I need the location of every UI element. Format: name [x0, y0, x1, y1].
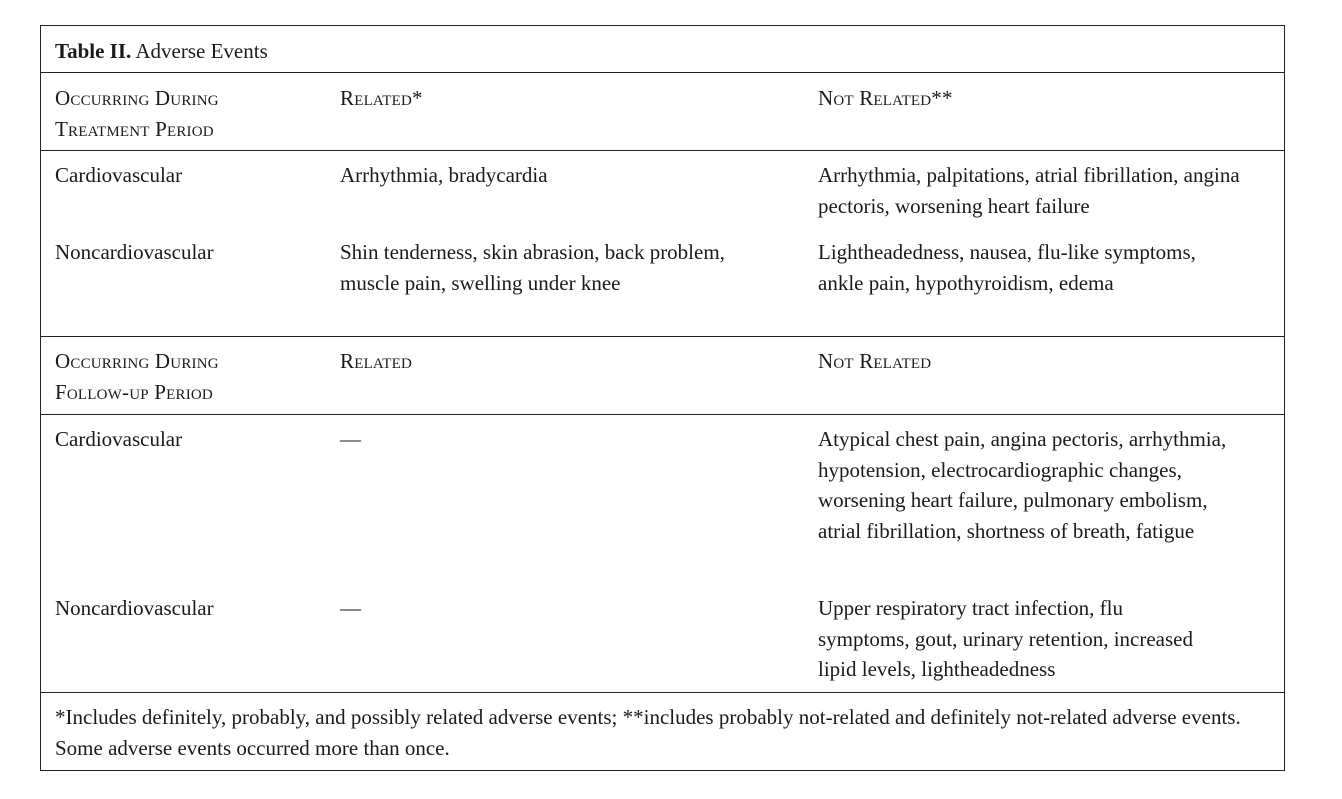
- table-title-label: Table II.: [55, 39, 132, 63]
- divider: [41, 150, 1284, 151]
- divider: [41, 72, 1284, 73]
- row-related: Arrhythmia, bradycardia: [340, 163, 548, 187]
- row-related: Shin tenderness, skin abrasion, back problem, muscle pain, swelling under knee: [340, 240, 725, 295]
- table-title: [55, 39, 268, 63]
- divider: [41, 692, 1284, 693]
- section-header-col1: [55, 83, 325, 144]
- row-not-related: Lightheadedness, nausea, flu-like symptoms, ankle pain, hypothyroidism, edema: [818, 240, 1196, 295]
- section-header-related: Related: [340, 349, 413, 373]
- adverse-events-table: [40, 25, 1285, 771]
- table-title-text: Adverse Events: [131, 39, 268, 63]
- table-footnote: *Includes definitely, probably, and possibly related adverse events; **includes probably not-related and definitely not-related adverse events. Some adverse events occurred more than once.: [55, 705, 1241, 760]
- row-not-related: Arrhythmia, palpitations, atrial fibrillation, angina pectoris, worsening heart failure: [818, 163, 1240, 218]
- section-header-line2: Treatment Period: [55, 116, 214, 141]
- row-related: —: [340, 596, 361, 620]
- row-related: —: [340, 427, 361, 451]
- row-category: Cardiovascular: [55, 163, 183, 187]
- section-header-not-related: Not Related: [818, 349, 932, 373]
- row-not-related: Atypical chest pain, angina pectoris, arrhythmia, hypotension, electrocardiographic changes, worsening heart failure, pulmonary embolism, atrial fibrillation, shortness of breath, fatigue: [818, 427, 1227, 543]
- section-header-line2: Follow-up Period: [55, 379, 213, 404]
- row-category: Noncardiovascular: [55, 596, 214, 620]
- row-category: Noncardiovascular: [55, 240, 214, 264]
- section-header-line1: Occurring During: [55, 86, 219, 110]
- section-header-col1: [55, 346, 325, 407]
- row-not-related: Upper respiratory tract infection, flu symptoms, gout, urinary retention, increased lipid levels, lightheadedness: [818, 596, 1193, 682]
- row-category: Cardiovascular: [55, 427, 183, 451]
- divider: [41, 414, 1284, 415]
- section-header-line1: Occurring During: [55, 349, 219, 373]
- section-header-related: Related*: [340, 86, 423, 110]
- divider: [41, 336, 1284, 337]
- section-header-not-related: Not Related**: [818, 86, 953, 110]
